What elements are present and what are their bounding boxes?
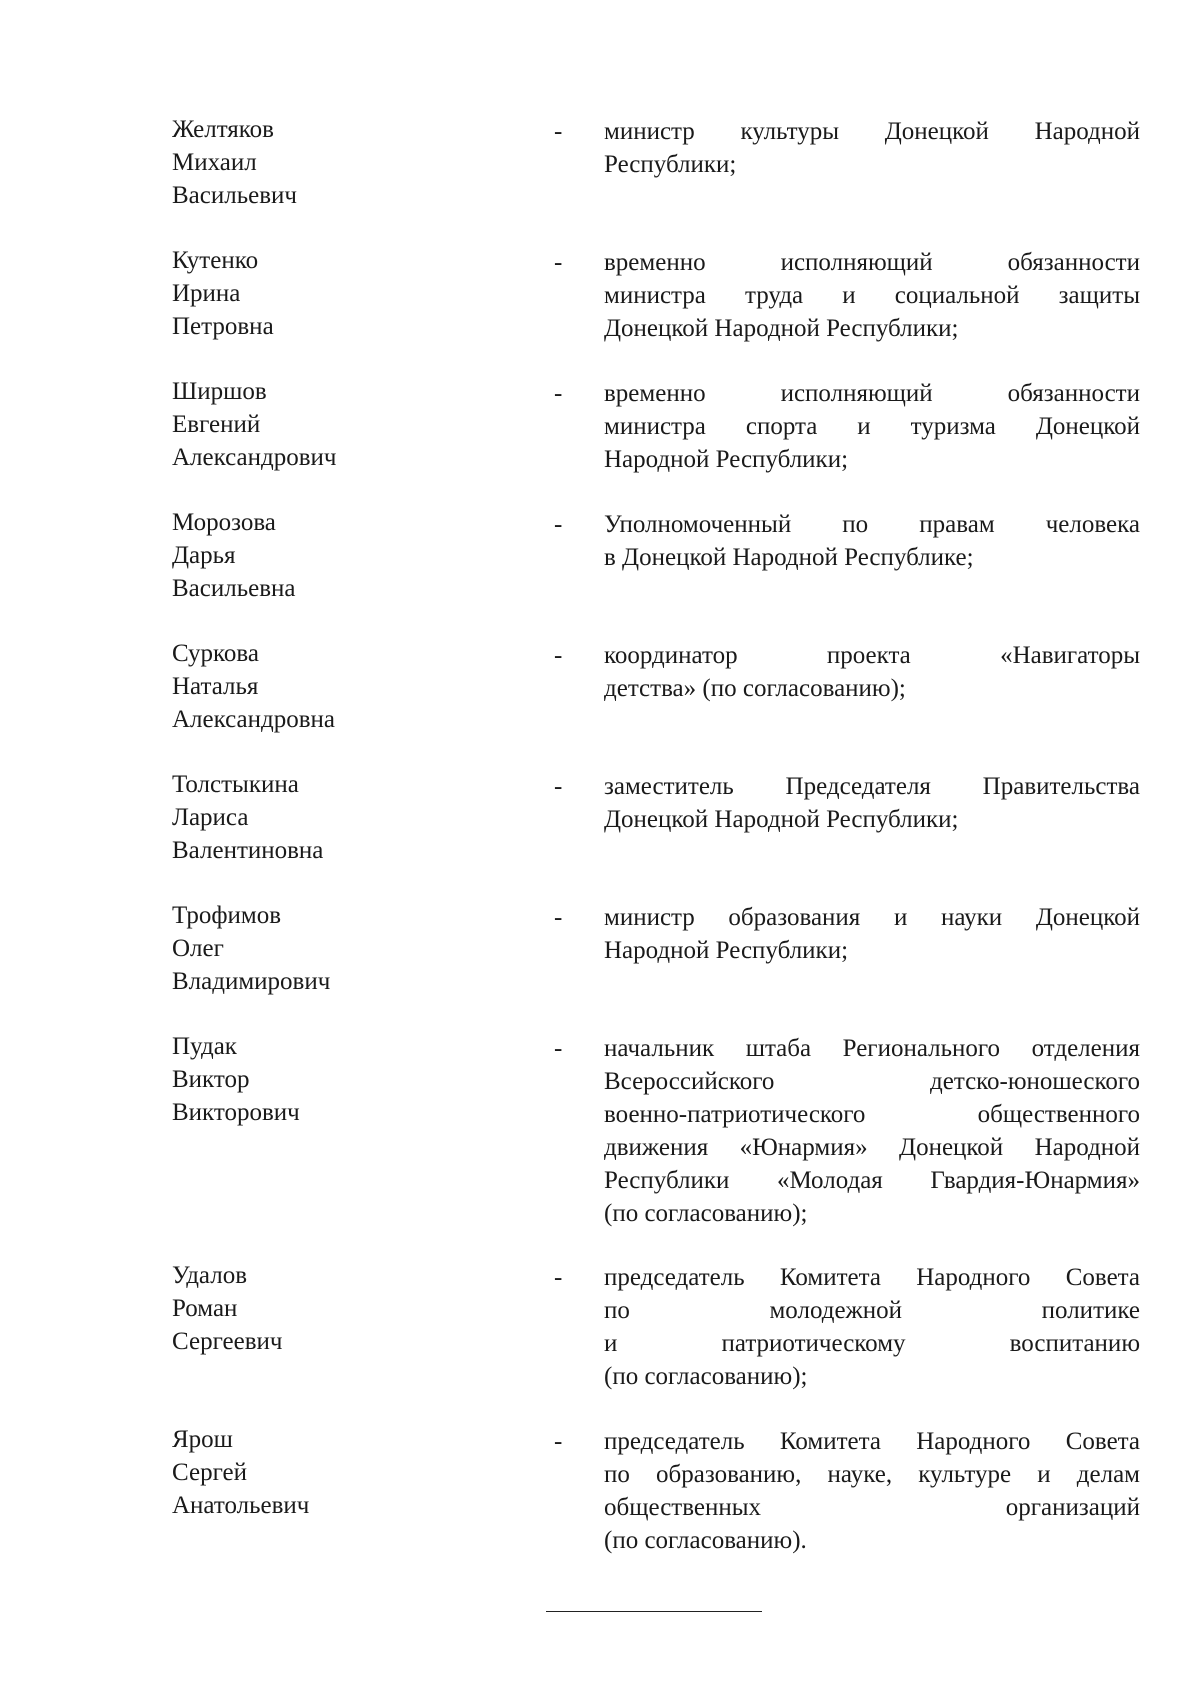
member-position — [604, 1032, 1140, 1230]
patronymic: Александровна — [172, 706, 336, 733]
position-line: заместитель Председателя Правительства — [604, 773, 1140, 800]
dash-separator: - — [554, 1264, 563, 1291]
member-position — [604, 508, 1140, 574]
position-line: военно-патриотического общественного — [604, 1101, 1140, 1128]
surname: Толстыкина — [172, 771, 299, 798]
surname: Желтяков — [172, 116, 274, 143]
first-name: Михаил — [172, 149, 257, 176]
member-name — [172, 113, 502, 212]
position-line: министр культуры Донецкой Народной — [604, 118, 1140, 145]
position-line: и патриотическому воспитанию — [604, 1330, 1140, 1357]
first-name: Евгений — [172, 411, 261, 438]
member-name — [172, 1259, 502, 1358]
member-name — [172, 1030, 502, 1129]
position-line: председатель Комитета Народного Совета — [604, 1428, 1140, 1455]
position-line: (по согласованию); — [604, 1363, 808, 1390]
member-name — [172, 768, 502, 867]
position-line: Уполномоченный по правам человека — [604, 511, 1140, 538]
position-line: (по согласованию). — [604, 1527, 807, 1554]
surname: Кутенко — [172, 247, 259, 274]
first-name: Роман — [172, 1295, 238, 1322]
member-position — [604, 901, 1140, 967]
first-name: Наталья — [172, 673, 259, 700]
position-line: движения «Юнармия» Донецкой Народной — [604, 1134, 1140, 1161]
first-name: Лариса — [172, 804, 249, 831]
member-name — [172, 637, 502, 736]
member-name — [172, 1423, 502, 1522]
position-line: министра труда и социальной защиты — [604, 282, 1140, 309]
position-line: координатор проекта «Навигаторы — [604, 642, 1140, 669]
position-line: министра спорта и туризма Донецкой — [604, 413, 1140, 440]
patronymic: Александрович — [172, 444, 337, 471]
patronymic: Васильевна — [172, 575, 296, 602]
position-line: начальник штаба Регионального отделения — [604, 1035, 1140, 1062]
surname: Ярош — [172, 1426, 233, 1453]
dash-separator: - — [554, 773, 563, 800]
position-line: по молодежной политике — [604, 1297, 1140, 1324]
member-name — [172, 244, 502, 343]
surname: Трофимов — [172, 902, 282, 929]
position-line: Республики «Молодая Гвардия-Юнармия» — [604, 1167, 1140, 1194]
member-position — [604, 1425, 1140, 1557]
position-line: председатель Комитета Народного Совета — [604, 1264, 1140, 1291]
closing-rule — [546, 1611, 762, 1612]
position-line: Народной Республики; — [604, 937, 849, 964]
surname: Ширшов — [172, 378, 267, 405]
position-line: Донецкой Народной Республики; — [604, 315, 959, 342]
position-line: временно исполняющий обязанности — [604, 380, 1140, 407]
first-name: Виктор — [172, 1066, 250, 1093]
member-name — [172, 899, 502, 998]
surname: Морозова — [172, 509, 276, 536]
member-position — [604, 639, 1140, 705]
dash-separator: - — [554, 904, 563, 931]
patronymic: Петровна — [172, 313, 274, 340]
surname: Суркова — [172, 640, 259, 667]
patronymic: Сергеевич — [172, 1328, 283, 1355]
member-position — [604, 377, 1140, 476]
dash-separator: - — [554, 642, 563, 669]
first-name: Дарья — [172, 542, 236, 569]
patronymic: Владимирович — [172, 968, 331, 995]
member-name — [172, 375, 502, 474]
patronymic: Васильевич — [172, 182, 297, 209]
surname: Пудак — [172, 1033, 237, 1060]
surname: Удалов — [172, 1262, 248, 1289]
dash-separator: - — [554, 249, 563, 276]
member-position — [604, 246, 1140, 345]
patronymic: Анатольевич — [172, 1492, 310, 1519]
position-line: министр образования и науки Донецкой — [604, 904, 1140, 931]
dash-separator: - — [554, 380, 563, 407]
position-line: детства» (по согласованию); — [604, 675, 906, 702]
member-name — [172, 506, 502, 605]
position-line: временно исполняющий обязанности — [604, 249, 1140, 276]
dash-separator: - — [554, 1428, 563, 1455]
member-position — [604, 1261, 1140, 1393]
first-name: Олег — [172, 935, 224, 962]
position-line: Республики; — [604, 151, 737, 178]
position-line: в Донецкой Народной Республике; — [604, 544, 974, 571]
first-name: Сергей — [172, 1459, 247, 1486]
dash-separator: - — [554, 1035, 563, 1062]
position-line: Донецкой Народной Республики; — [604, 806, 959, 833]
position-line: Всероссийского детско-юношеского — [604, 1068, 1140, 1095]
position-line: по образованию, науке, культуре и делам — [604, 1461, 1140, 1488]
patronymic: Викторович — [172, 1099, 300, 1126]
member-position — [604, 770, 1140, 836]
first-name: Ирина — [172, 280, 241, 307]
position-line: (по согласованию); — [604, 1200, 808, 1227]
member-position — [604, 115, 1140, 181]
position-line: общественных организаций — [604, 1494, 1140, 1521]
patronymic: Валентиновна — [172, 837, 324, 864]
dash-separator: - — [554, 118, 563, 145]
position-line: Народной Республики; — [604, 446, 849, 473]
dash-separator: - — [554, 511, 563, 538]
